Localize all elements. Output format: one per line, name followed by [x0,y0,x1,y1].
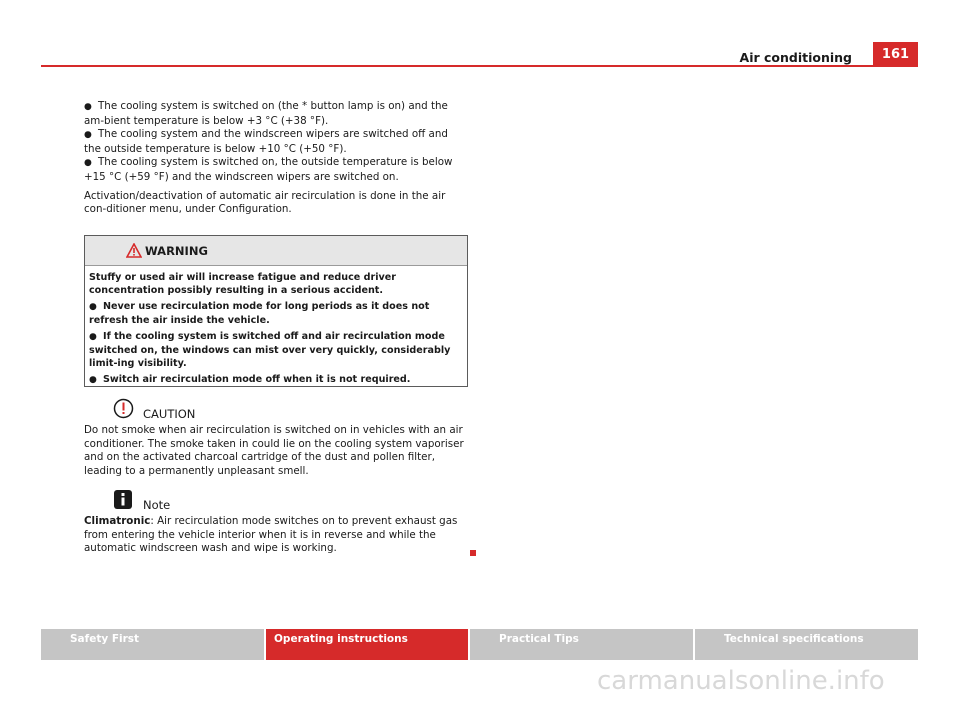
note-icon [113,489,133,510]
list-item: ● The cooling system is switched on, the outside temperature is below +15 °C (+59 °F) and the windscreen wipers are switched on. [84,156,453,183]
warning-body [85,266,467,387]
bullet-icon: ● [89,302,97,312]
tab-safety-first[interactable]: Safety First [41,629,264,660]
body-text [84,100,468,217]
warning-box [84,235,468,387]
tab-technical-specifications[interactable]: Technical specifications [695,629,918,660]
watermark: carmanualsonline.info [597,666,885,696]
warning-header [85,236,467,266]
caution-icon [113,398,134,419]
section-title: Air conditioning [739,50,852,65]
bullet-icon: ● [84,130,92,141]
tab-operating-instructions[interactable]: Operating instructions [266,629,468,660]
end-of-section-marker [470,550,476,556]
warning-intro: Stuffy or used air will increase fatigue and reduce driver concentration possibly resulting in a serious accident. [89,272,397,296]
footer-nav [41,629,918,660]
note-term: Climatronic [84,515,151,527]
warning-title: WARNING [145,244,208,258]
tab-practical-tips[interactable]: Practical Tips [470,629,693,660]
bullet-icon: ● [89,375,97,385]
warning-item: ● Switch air recirculation mode off when it is not required. [89,374,411,385]
bullet-icon: ● [84,102,92,112]
header-rule [41,65,918,67]
list-item: ● The cooling system and the windscreen wipers are switched off and the outside temperature is below +10 °C (+50 °F). [84,128,448,155]
caution-text: Do not smoke when air recirculation is switched on in vehicles with an air conditioner. The smoke taken in could lie on the cooling system vaporiser and on the activated charcoal cartridge of the dust and pollen filter, leading to a permanently unpleasant smell. [84,424,464,477]
note-text: Climatronic: Air recirculation mode switches on to prevent exhaust gas from entering the vehicle interior when it is in reverse and while the automatic windscreen wash and wipe is working. [84,515,458,555]
warning-triangle-icon [126,243,142,258]
caution-title: CAUTION [143,407,196,421]
bullet-icon: ● [89,332,97,342]
warning-item: ● Never use recirculation mode for long periods as it does not refresh the air inside the vehicle. [89,301,430,326]
list-item: ● The cooling system is switched on (the * button lamp is on) and the am-bient temperature is below +3 °C (+38 °F). [84,100,448,127]
note-title: Note [143,498,171,512]
page-number: 161 [873,42,918,67]
body-paragraph: Activation/deactivation of automatic air recirculation is done in the air con-ditioner menu, under Configuration. [84,189,446,216]
warning-item: ● If the cooling system is switched off and air recirculation mode switched on, the windows can mist over very quickly, considerably limit-ing visibility. [89,331,451,369]
bullet-icon: ● [84,158,92,169]
